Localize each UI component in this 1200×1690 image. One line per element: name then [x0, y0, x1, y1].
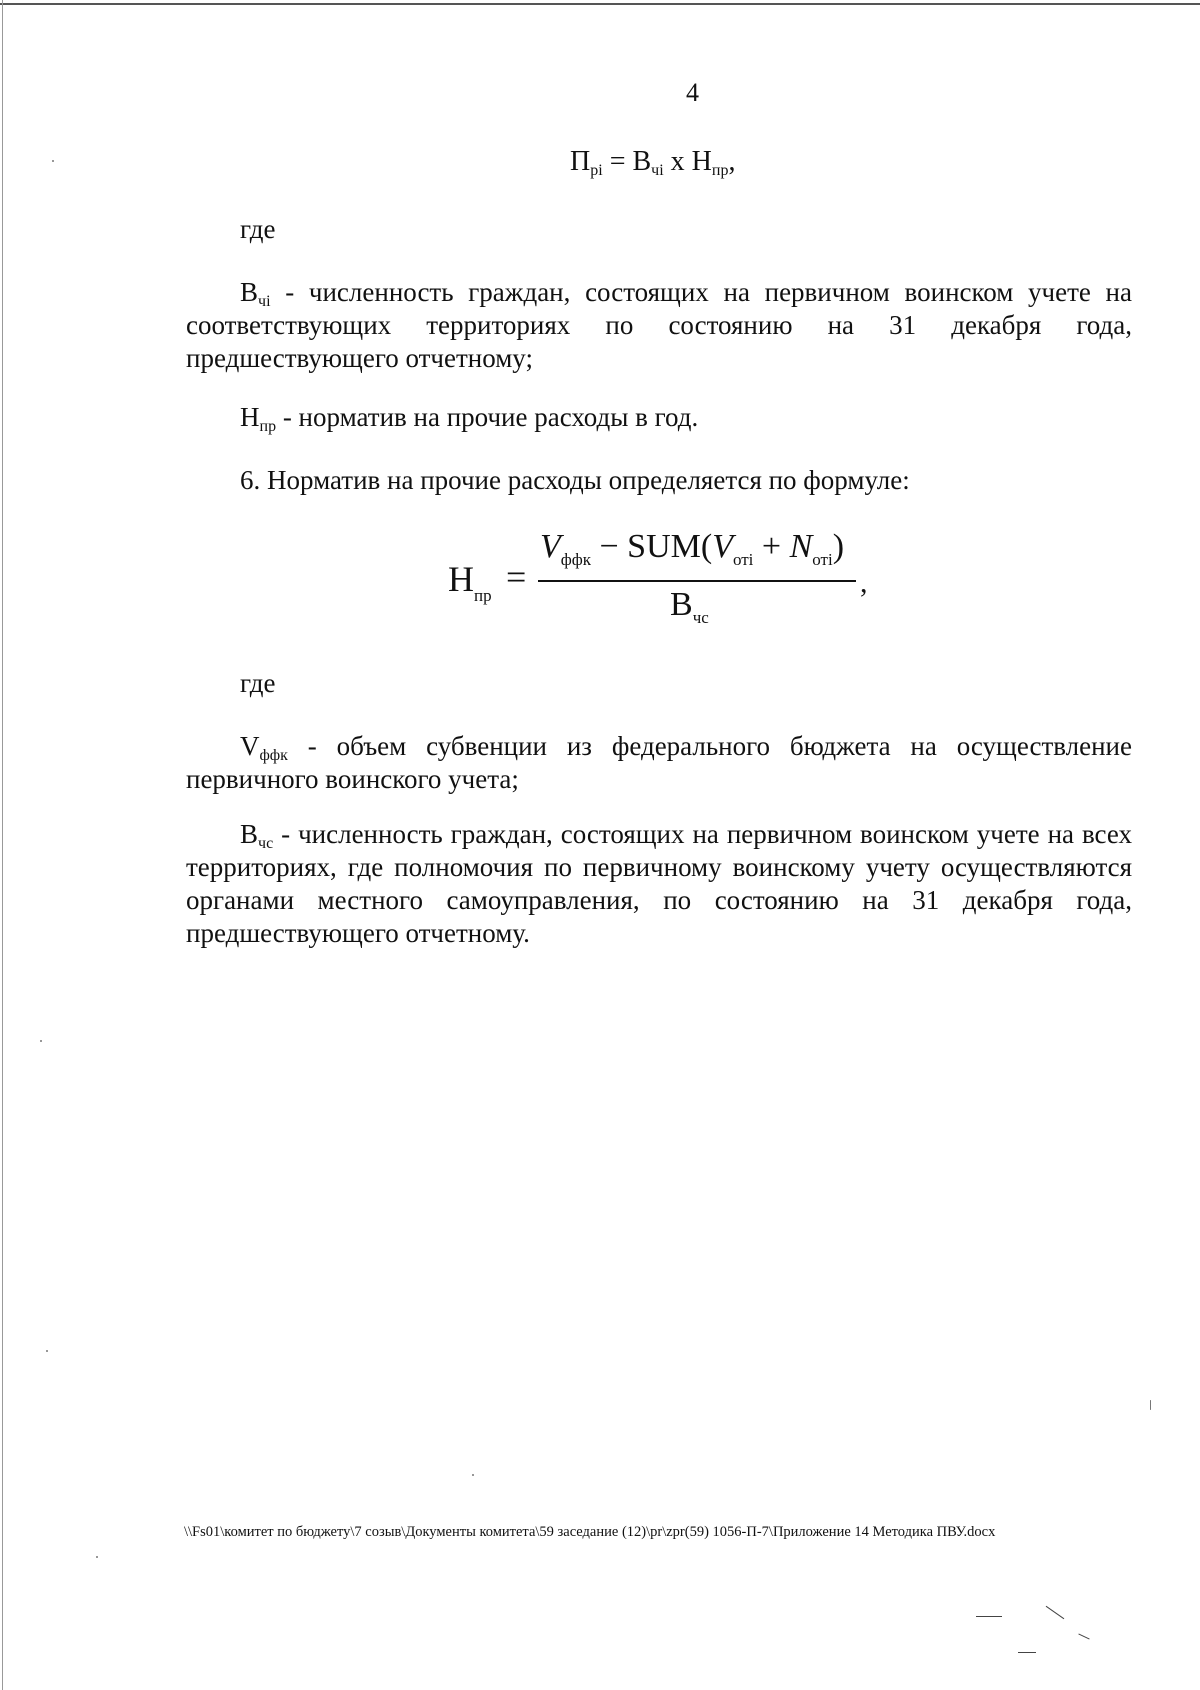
item-6-heading: 6. Норматив на прочие расходы определяется по формуле: — [240, 465, 910, 495]
definition-npr-text: - норматив на прочие расходы в год. — [276, 402, 699, 432]
scan-dot — [1150, 1400, 1151, 1410]
definition-vchs-symbol: В — [240, 819, 259, 849]
formula2-den-sub: чс — [692, 608, 709, 627]
formula2-v2: V — [712, 528, 733, 565]
formula2-v2-sub: отi — [732, 550, 754, 569]
formula2-equals: = — [506, 557, 527, 597]
definition-vchs-symbol-sub: чс — [258, 835, 274, 852]
scan-dot — [40, 1040, 42, 1042]
formula-p-sub: рi — [590, 162, 603, 179]
formula-x: x — [663, 146, 692, 177]
scan-dot — [472, 1474, 474, 1476]
formula2-lhs-sub: пр — [474, 586, 492, 605]
definition-vffk-symbol-sub: ффк — [259, 747, 288, 764]
formula2-denominator — [670, 586, 709, 628]
formula-v-sub: чi — [651, 162, 664, 179]
formula-npr — [448, 528, 888, 628]
definition-vffk-symbol: V — [240, 731, 260, 761]
formula2-plus: + — [753, 528, 790, 565]
formula2-comma: , — [860, 566, 868, 599]
formula-end: , — [728, 146, 736, 177]
formula2-lhs — [448, 558, 492, 606]
formula-p: П — [570, 146, 591, 177]
definition-vchi-symbol: В — [240, 277, 259, 307]
definition-vchi-symbol-sub: чi — [258, 293, 271, 310]
formula2-lhs-symbol: Н — [448, 559, 474, 599]
formula2-v1: V — [540, 528, 561, 565]
formula-v: В — [632, 146, 652, 177]
where-label-1: где — [240, 214, 276, 244]
definition-npr-symbol: Н — [240, 402, 260, 432]
formula2-numerator — [540, 528, 844, 570]
definition-vchs — [186, 818, 1132, 950]
formula2-minus-sum: − SUM( — [590, 528, 713, 565]
scan-mark — [1046, 1606, 1065, 1619]
formula-n: Н — [691, 146, 712, 177]
formula2-close-paren: ) — [832, 528, 845, 565]
scan-dot — [46, 1350, 48, 1352]
formula-eq: = — [602, 146, 633, 177]
formula-n-sub: пр — [711, 162, 729, 179]
definition-vchs-text: - численность граждан, состоящих на первичном воинском учете на всех территориях, где полномочия по первичному воинскому учету осуществляются органами местного самоуправления, по состоянию на 31 декабря года, предшествующего отчетному. — [186, 819, 1132, 948]
formula2-v1-sub: ффк — [560, 550, 591, 569]
definition-npr — [240, 402, 698, 436]
definition-vffk — [186, 730, 1132, 796]
definition-vchi — [186, 276, 1132, 375]
scan-left-border — [2, 0, 3, 1690]
page-number: 4 — [686, 78, 699, 107]
definition-npr-symbol-sub: пр — [259, 418, 277, 435]
scan-dot — [52, 160, 54, 162]
formula2-n2: N — [789, 528, 813, 565]
scan-mark — [1078, 1634, 1089, 1640]
scan-mark — [1018, 1652, 1036, 1653]
definition-vchi-text: - численность граждан, состоящих на первичном воинском учете на соответствующих территориях по состоянию на 31 декабря года, предшествующего отчетному; — [186, 277, 1132, 373]
formula2-den-symbol: В — [670, 586, 693, 623]
scan-mark — [976, 1616, 1002, 1617]
where-label-2: где — [240, 668, 276, 698]
formula2-n2-sub: отi — [812, 550, 833, 569]
definition-vffk-text: - объем субвенции из федерального бюджета на осуществление первичного воинского учета; — [186, 731, 1132, 794]
formula2-fraction-bar — [538, 580, 856, 582]
footer-file-path: \\Fs01\комитет по бюджету\7 созыв\Документы комитета\59 заседание (12)\pr\zpr(59) 1056-П-7\Приложение 14 Методика ПВУ.docx — [184, 1524, 996, 1540]
formula-p-ri — [570, 146, 735, 180]
scan-dot — [96, 1556, 98, 1558]
scan-top-border — [0, 3, 1200, 5]
